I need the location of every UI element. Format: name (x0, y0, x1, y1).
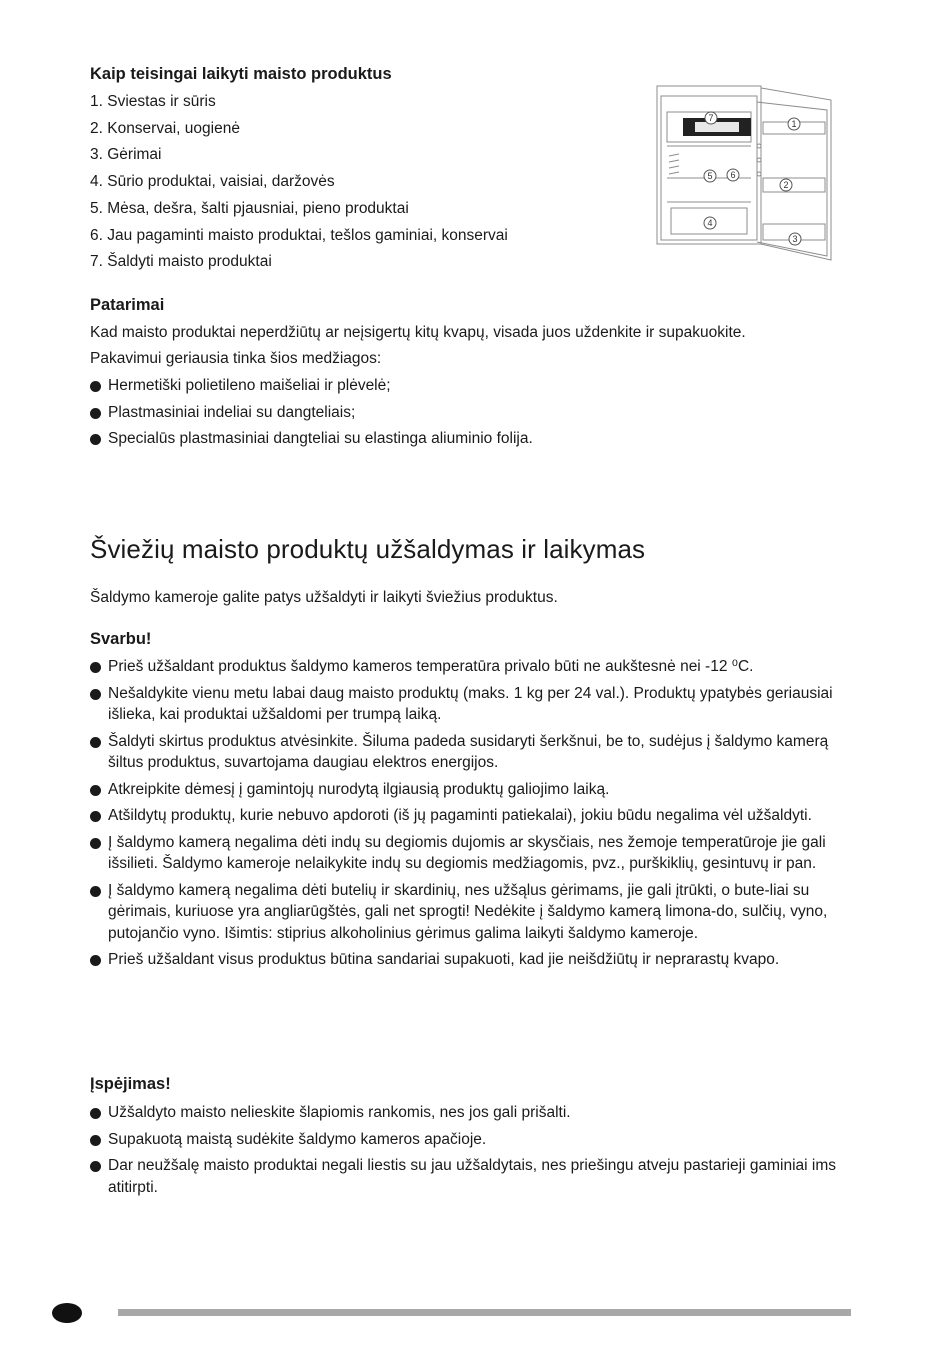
list-item: Supakuotą maistą sudėkite šaldymo kameros apačioje. (90, 1129, 860, 1151)
tips-heading: Patarimai (90, 296, 165, 314)
bullet-icon (90, 811, 101, 822)
footer-rule (118, 1309, 851, 1316)
list-item: Atšildytų produktų, kurie nebuvo apdoroti (iš jų pagaminti patiekalai), jokiu būdu negalima vėl užšaldyti. (90, 805, 860, 827)
storage-heading: Kaip teisingai laikyti maisto produktus (90, 65, 392, 83)
list-item: Dar neužšalę maisto produktai negali liestis su jau užšaldytais, nes priešingu atveju pastarieji gaminiai ims atitirpti. (90, 1155, 860, 1198)
storage-item: 5. Mėsa, dešra, šalti pjausniai, pieno produktai (90, 200, 409, 217)
fridge-diagram (655, 84, 849, 264)
list-item: Į šaldymo kamerą negalima dėti indų su degiomis dujomis ar skysčiais, nes žemoje temperatūroje jie gali išsilieti. Šaldymo kameroje nelaikykite indų su degiomis medžiagomis, pvz., purškiklių, gesintuvų ir pan. (90, 832, 860, 875)
page-number-marker (52, 1303, 82, 1323)
tips-paragraph: Kad maisto produktai neperdžiūtų ar neįsigertų kitų kvapų, visada juos uždenkite ir supakuokite. (90, 324, 746, 341)
list-item: Atkreipkite dėmesį į gamintojų nurodytą ilgiausią produktų galiojimo laiką. (90, 779, 860, 801)
warning-bullet-list (90, 1102, 860, 1198)
list-item: Užšaldyto maisto nelieskite šlapiomis rankomis, nes jos gali prišalti. (90, 1102, 860, 1124)
storage-item: 1. Sviestas ir sūris (90, 93, 216, 110)
important-bullet-list (90, 656, 860, 971)
diagram-label-1: 1 (791, 119, 797, 129)
section-title: Šviežių maisto produktų užšaldymas ir laikymas (90, 534, 646, 564)
storage-item: 7. Šaldyti maisto produktai (90, 253, 272, 270)
intro-paragraph: Šaldymo kameroje galite patys užšaldyti ir laikyti šviežius produktus. (90, 589, 558, 606)
diagram-label-4: 4 (707, 218, 713, 228)
list-item: Plastmasiniai indeliai su dangteliais; (90, 402, 860, 424)
list-item: Į šaldymo kamerą negalima dėti butelių ir skardinių, nes užšąlus gėrimams, jie gali įtrūkti, o bute-liai su gėrimais, kuriuose yra angliarūgštės, gali net sprogti! Nedėkite į šaldymo kamerą limona-do, sulčių, vyno, putojančio vyno. Išimtis: stiprius alkoholinius gėrimus galima laikyti šaldymo kameroje. (90, 880, 860, 945)
tips-paragraph: Pakavimui geriausia tinka šios medžiagos: (90, 350, 382, 367)
storage-item: 3. Gėrimai (90, 146, 162, 163)
warning-heading: Įspėjimas! (90, 1075, 171, 1093)
bullet-icon (90, 886, 101, 897)
diagram-label-5: 5 (707, 171, 713, 181)
list-item: Specialūs plastmasiniai dangteliai su elastinga aliuminio folija. (90, 428, 860, 450)
bullet-icon (90, 838, 101, 849)
bullet-icon (90, 408, 101, 419)
diagram-label-2: 2 (783, 180, 789, 190)
diagram-label-3: 3 (792, 234, 798, 244)
diagram-label-7: 7 (708, 113, 714, 123)
bullet-icon (90, 662, 101, 673)
bullet-icon (90, 1135, 101, 1146)
diagram-label-6: 6 (730, 170, 736, 180)
list-item: Prieš užšaldant produktus šaldymo kameros temperatūra privalo būti ne aukštesnė nei -12 ⁰C. (90, 656, 860, 678)
bullet-icon (90, 785, 101, 796)
storage-item: 2. Konservai, uogienė (90, 120, 240, 137)
bullet-icon (90, 434, 101, 445)
bullet-icon (90, 1108, 101, 1119)
tips-bullet-list (90, 375, 860, 450)
storage-item: 4. Sūrio produktai, vaisiai, daržovės (90, 173, 335, 190)
list-item: Hermetiški polietileno maišeliai ir plėvelė; (90, 375, 860, 397)
list-item: Prieš užšaldant visus produktus būtina sandariai supakuoti, kad jie neišdžiūtų ir neprarastų kvapo. (90, 949, 860, 971)
important-heading: Svarbu! (90, 630, 152, 648)
list-item: Šaldyti skirtus produktus atvėsinkite. Šiluma padeda susidaryti šerkšnui, be to, sudėjus į šaldymo kamerą šiltus produktus, suvartojama daugiau elektros energijos. (90, 731, 860, 774)
storage-item: 6. Jau pagaminti maisto produktai, tešlos gaminiai, konservai (90, 227, 508, 244)
bullet-icon (90, 1161, 101, 1172)
bullet-icon (90, 737, 101, 748)
bullet-icon (90, 381, 101, 392)
bullet-icon (90, 689, 101, 700)
bullet-icon (90, 955, 101, 966)
list-item: Nešaldykite vienu metu labai daug maisto produktų (maks. 1 kg per 24 val.). Produktų ypatybės geriausiai išlieka, kai produktai užšaldomi per trumpą laiką. (90, 683, 860, 726)
